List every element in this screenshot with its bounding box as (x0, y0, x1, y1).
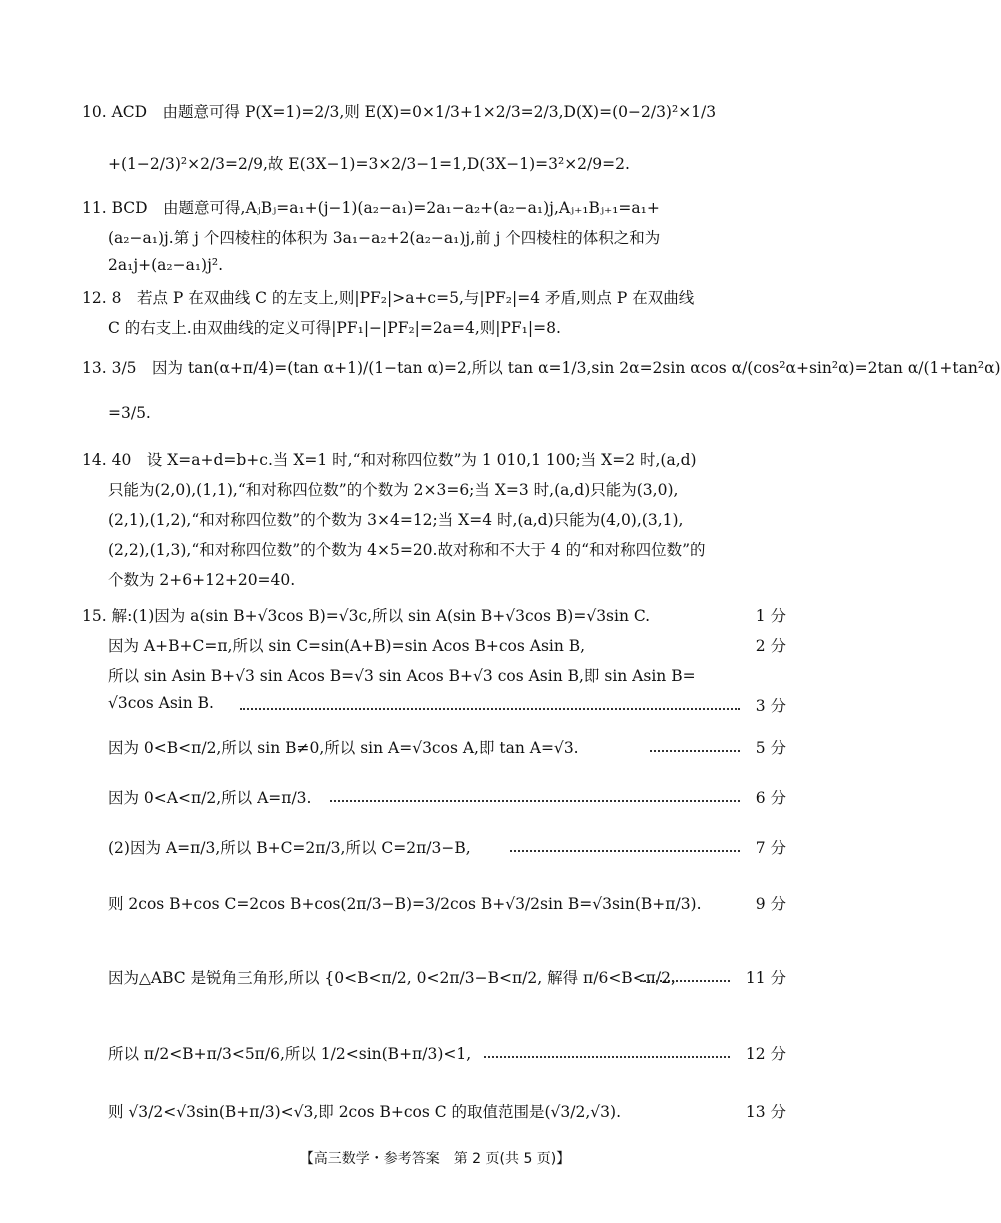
leader-dots (240, 708, 740, 710)
leader-dots (510, 850, 740, 852)
leader-dots (640, 980, 730, 982)
q15-score-11: 11 分 (745, 969, 786, 987)
q15-score-5: 5 分 (755, 739, 786, 757)
q15-score-12: 12 分 (745, 1045, 786, 1063)
q15-text-2: 因为 A+B+C=π,所以 sin C=sin(A+B)=sin Acos B+cos Asin B, (108, 637, 586, 655)
q14-text-4: (2,2),(1,3),“和对称四位数”的个数为 4×5=20.故对称和不大于 4 的“和对称四位数”的 (108, 541, 706, 559)
q13-text-1: 13. 3/5 因为 tan(α+π/4)=(tan α+1)/(1−tan α)=2,所以 tan α=1/3,sin 2α=2sin αcos α/(cos²α+sin²α)=2tan α/(1+tan²α) (82, 359, 1001, 377)
q15-score-3: 3 分 (755, 697, 786, 715)
q15-text-6: 因为 0<A<π/2,所以 A=π/3. (108, 789, 312, 807)
q15-score-1: 1 分 (755, 607, 786, 625)
q11-text-3: 2a₁j+(a₂−a₁)j². (108, 256, 224, 274)
leader-dots (484, 1056, 730, 1058)
q14-text-3: (2,1),(1,2),“和对称四位数”的个数为 3×4=12;当 X=4 时,(a,d)只能为(4,0),(3,1), (108, 511, 684, 529)
leader-dots (330, 800, 740, 802)
q15-score-13: 13 分 (745, 1103, 786, 1121)
q10-text-1: 10. ACD 由题意可得 P(X=1)=2/3,则 E(X)=0×1/3+1×2/3=2/3,D(X)=(0−2/3)²×1/3 (82, 103, 717, 121)
q10-text-2: +(1−2/3)²×2/3=2/9,故 E(3X−1)=3×2/3−1=1,D(3X−1)=3²×2/9=2. (108, 155, 630, 173)
q15-score-9: 9 分 (755, 895, 786, 913)
q15-text-8: 则 2cos B+cos C=2cos B+cos(2π/3−B)=3/2cos B+√3/2sin B=√3sin(B+π/3). (108, 895, 702, 913)
q15-text-4: √3cos Asin B. (108, 694, 214, 712)
page-footer: 【高三数学・参考答案 第 2 页(共 5 页)】 (299, 1151, 571, 1167)
q15-score-2: 2 分 (755, 637, 786, 655)
q15-score-6: 6 分 (755, 789, 786, 807)
q12-text-2: C 的右支上.由双曲线的定义可得|PF₁|−|PF₂|=2a=4,则|PF₁|=8. (108, 319, 561, 337)
q15-text-9: 因为△ABC 是锐角三角形,所以 {0<B<π/2, 0<2π/3−B<π/2, 解得 π/6<B<π/2, (108, 969, 676, 987)
q14-text-2: 只能为(2,0),(1,1),“和对称四位数”的个数为 2×3=6;当 X=3 时,(a,d)只能为(3,0), (108, 481, 679, 499)
q15-text-10: 所以 π/2<B+π/3<5π/6,所以 1/2<sin(B+π/3)<1, (108, 1045, 472, 1063)
q15-text-11: 则 √3/2<√3sin(B+π/3)<√3,即 2cos B+cos C 的取值范围是(√3/2,√3). (108, 1103, 622, 1121)
q14-text-1: 14. 40 设 X=a+d=b+c.当 X=1 时,“和对称四位数”为 1 010,1 100;当 X=2 时,(a,d) (82, 451, 697, 469)
q15-score-7: 7 分 (755, 839, 786, 857)
q14-text-5: 个数为 2+6+12+20=40. (108, 571, 296, 589)
q15-text-3: 所以 sin Asin B+√3 sin Acos B=√3 sin Acos B+√3 cos Asin B,即 sin Asin B= (108, 667, 696, 685)
q13-text-2: =3/5. (108, 404, 151, 422)
q11-text-1: 11. BCD 由题意可得,AⱼBⱼ=a₁+(j−1)(a₂−a₁)=2a₁−a₂+(a₂−a₁)j,Aⱼ₊₁Bⱼ₊₁=a₁+ (82, 199, 660, 217)
leader-dots (650, 750, 740, 752)
q15-text-7: (2)因为 A=π/3,所以 B+C=2π/3,所以 C=2π/3−B, (108, 839, 471, 857)
q12-text-1: 12. 8 若点 P 在双曲线 C 的左支上,则|PF₂|>a+c=5,与|PF₂|=4 矛盾,则点 P 在双曲线 (82, 289, 695, 307)
q11-text-2: (a₂−a₁)j.第 j 个四棱柱的体积为 3a₁−a₂+2(a₂−a₁)j,前 j 个四棱柱的体积之和为 (108, 229, 661, 247)
q15-text-1: 15. 解:(1)因为 a(sin B+√3cos B)=√3c,所以 sin A(sin B+√3cos B)=√3sin C. (82, 607, 651, 625)
q15-text-5: 因为 0<B<π/2,所以 sin B≠0,所以 sin A=√3cos A,即 tan A=√3. (108, 739, 579, 757)
